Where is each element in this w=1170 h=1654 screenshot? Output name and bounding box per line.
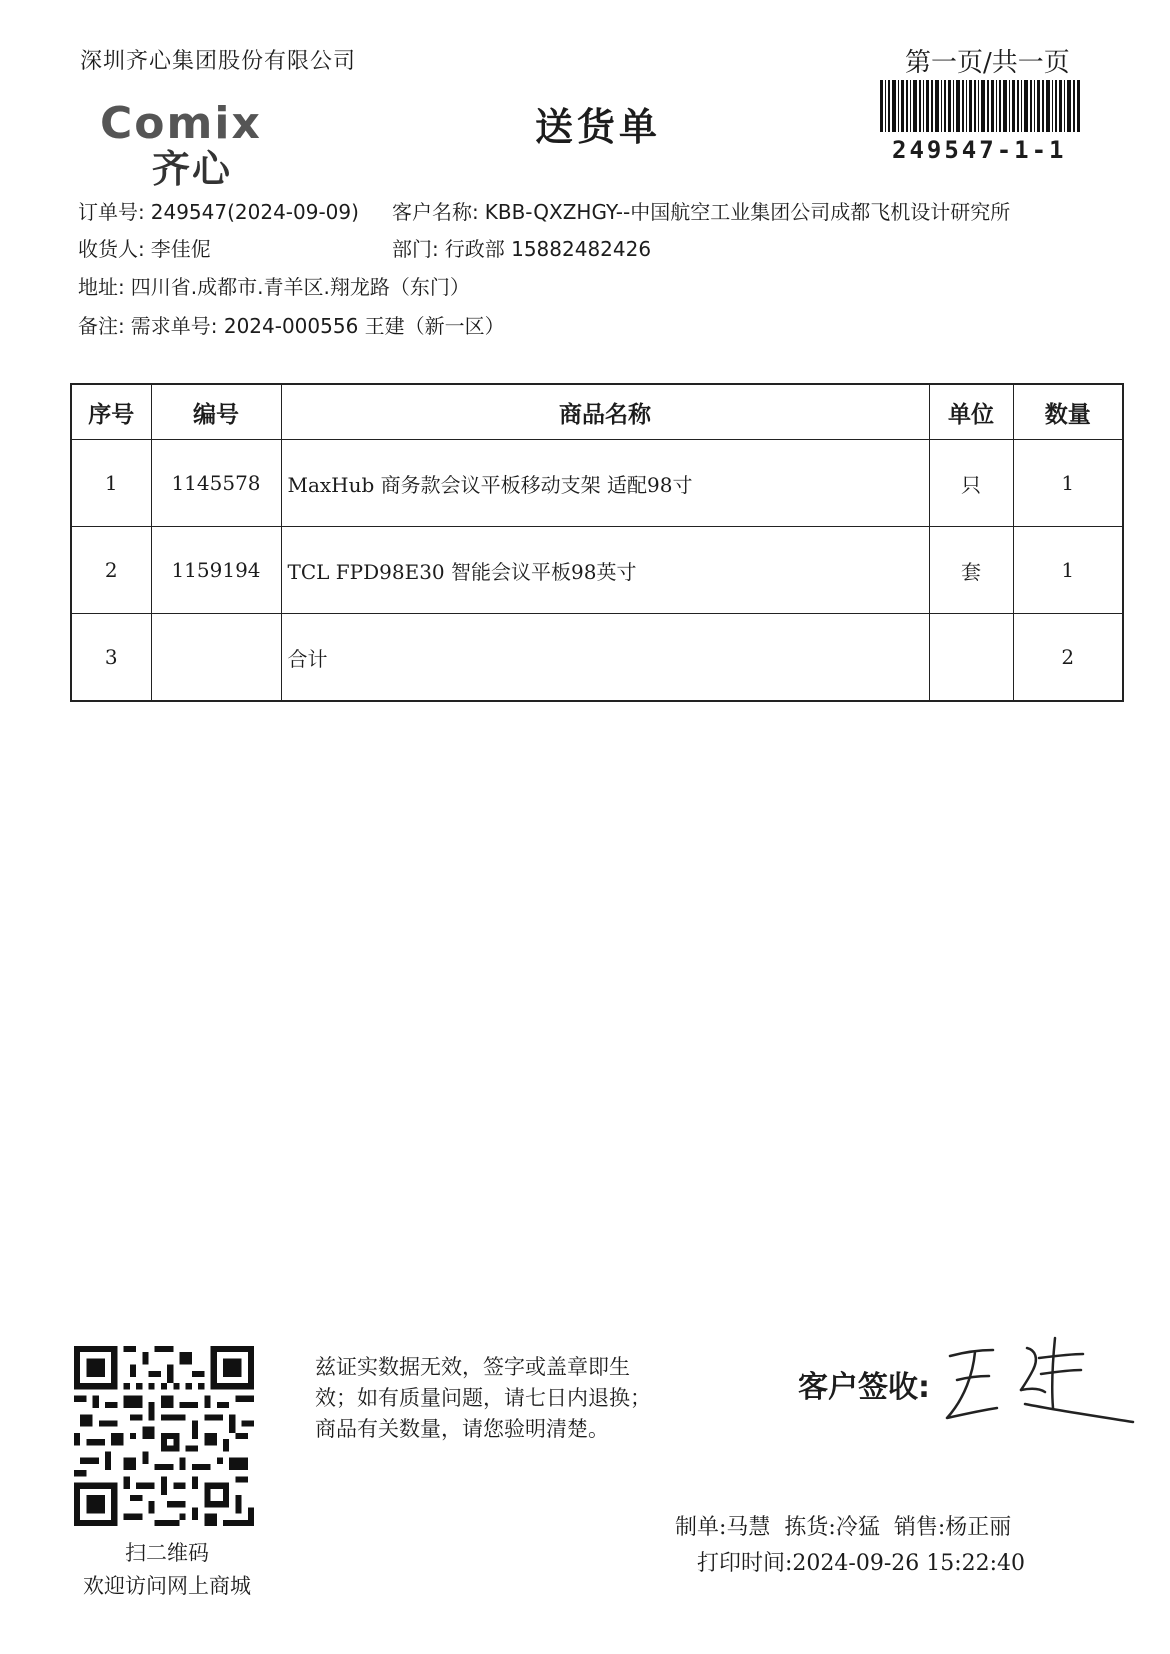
address-value: 四川省.成都市.青羊区.翔龙路（东门） — [130, 275, 470, 299]
cell-qty: 2 — [1013, 614, 1123, 702]
header-unit: 单位 — [929, 384, 1013, 440]
notice-text — [315, 1352, 715, 1445]
cell-unit — [929, 614, 1013, 702]
cell-seq: 1 — [71, 440, 151, 527]
qr-code — [74, 1346, 254, 1526]
dept-value: 行政部 15882482426 — [444, 237, 652, 261]
header-qty: 数量 — [1013, 384, 1123, 440]
handwritten-signature — [935, 1328, 1135, 1428]
cell-code — [151, 614, 281, 702]
cell-code: 1145578 — [151, 440, 281, 527]
order-no-value: 249547(2024-09-09) — [150, 200, 359, 224]
order-no-field — [78, 196, 359, 225]
company-name: 深圳齐心集团股份有限公司 — [80, 49, 357, 74]
barcode-number: 249547-1-1 — [892, 136, 1067, 164]
cell-unit: 套 — [929, 527, 1013, 614]
address-field — [78, 271, 470, 300]
address-label: 地址: — [78, 275, 125, 299]
page-info: 第一页/共一页 — [905, 48, 1070, 78]
table-row-total — [71, 614, 1123, 702]
table-row — [71, 440, 1123, 527]
receiver-field — [78, 233, 211, 262]
dept-field — [392, 233, 651, 262]
cell-qty: 1 — [1013, 440, 1123, 527]
receiver-value: 李佳伲 — [150, 237, 211, 261]
header-name: 商品名称 — [281, 384, 929, 440]
customer-sign-label: 客户签收: — [798, 1370, 930, 1405]
qr-caption-welcome: 欢迎访问网上商城 — [83, 1574, 251, 1598]
notice-line: 商品有关数量，请您验明清楚。 — [315, 1417, 609, 1441]
logo-text-en: Comix — [100, 98, 262, 149]
remark-field — [78, 310, 505, 339]
notice-line: 兹证实数据无效，签字或盖章即生 — [315, 1355, 630, 1379]
dept-label: 部门: — [392, 237, 439, 261]
logo-text-cn: 齐心 — [152, 147, 233, 188]
cell-seq: 3 — [71, 614, 151, 702]
remark-label: 备注: — [78, 314, 125, 338]
document-title: 送货单 — [535, 105, 662, 149]
table-row — [71, 527, 1123, 614]
cell-unit: 只 — [929, 440, 1013, 527]
customer-value: KBB-QXZHGY--中国航空工业集团公司成都飞机设计研究所 — [484, 200, 1011, 224]
cell-qty: 1 — [1013, 527, 1123, 614]
comix-logo — [100, 98, 330, 188]
notice-line: 效；如有质量问题，请七日内退换； — [315, 1386, 651, 1410]
cell-name: MaxHub 商务款会议平板移动支架 适配98寸 — [281, 440, 929, 527]
barcode — [880, 80, 1080, 132]
cell-name: TCL FPD98E30 智能会议平板98英寸 — [281, 527, 929, 614]
receiver-label: 收货人: — [78, 237, 145, 261]
customer-label: 客户名称: — [392, 200, 479, 224]
print-time: 打印时间:2024-09-26 15:22:40 — [697, 1551, 1026, 1576]
order-no-label: 订单号: — [78, 200, 145, 224]
qr-caption-scan: 扫二维码 — [125, 1541, 209, 1565]
remark-value: 需求单号: 2024-000556 王建（新一区） — [130, 314, 505, 338]
cell-seq: 2 — [71, 527, 151, 614]
maker-text: 制单:马慧 — [675, 1515, 771, 1540]
customer-field — [392, 196, 1010, 225]
table-header-row — [71, 384, 1123, 440]
items-table — [70, 383, 1124, 702]
cell-code: 1159194 — [151, 527, 281, 614]
header-code: 编号 — [151, 384, 281, 440]
picker-text: 拣货:冷猛 — [784, 1515, 880, 1540]
staff-line — [675, 1510, 1025, 1541]
header-seq: 序号 — [71, 384, 151, 440]
sales-text: 销售:杨正丽 — [893, 1515, 1012, 1540]
cell-name: 合计 — [281, 614, 929, 702]
